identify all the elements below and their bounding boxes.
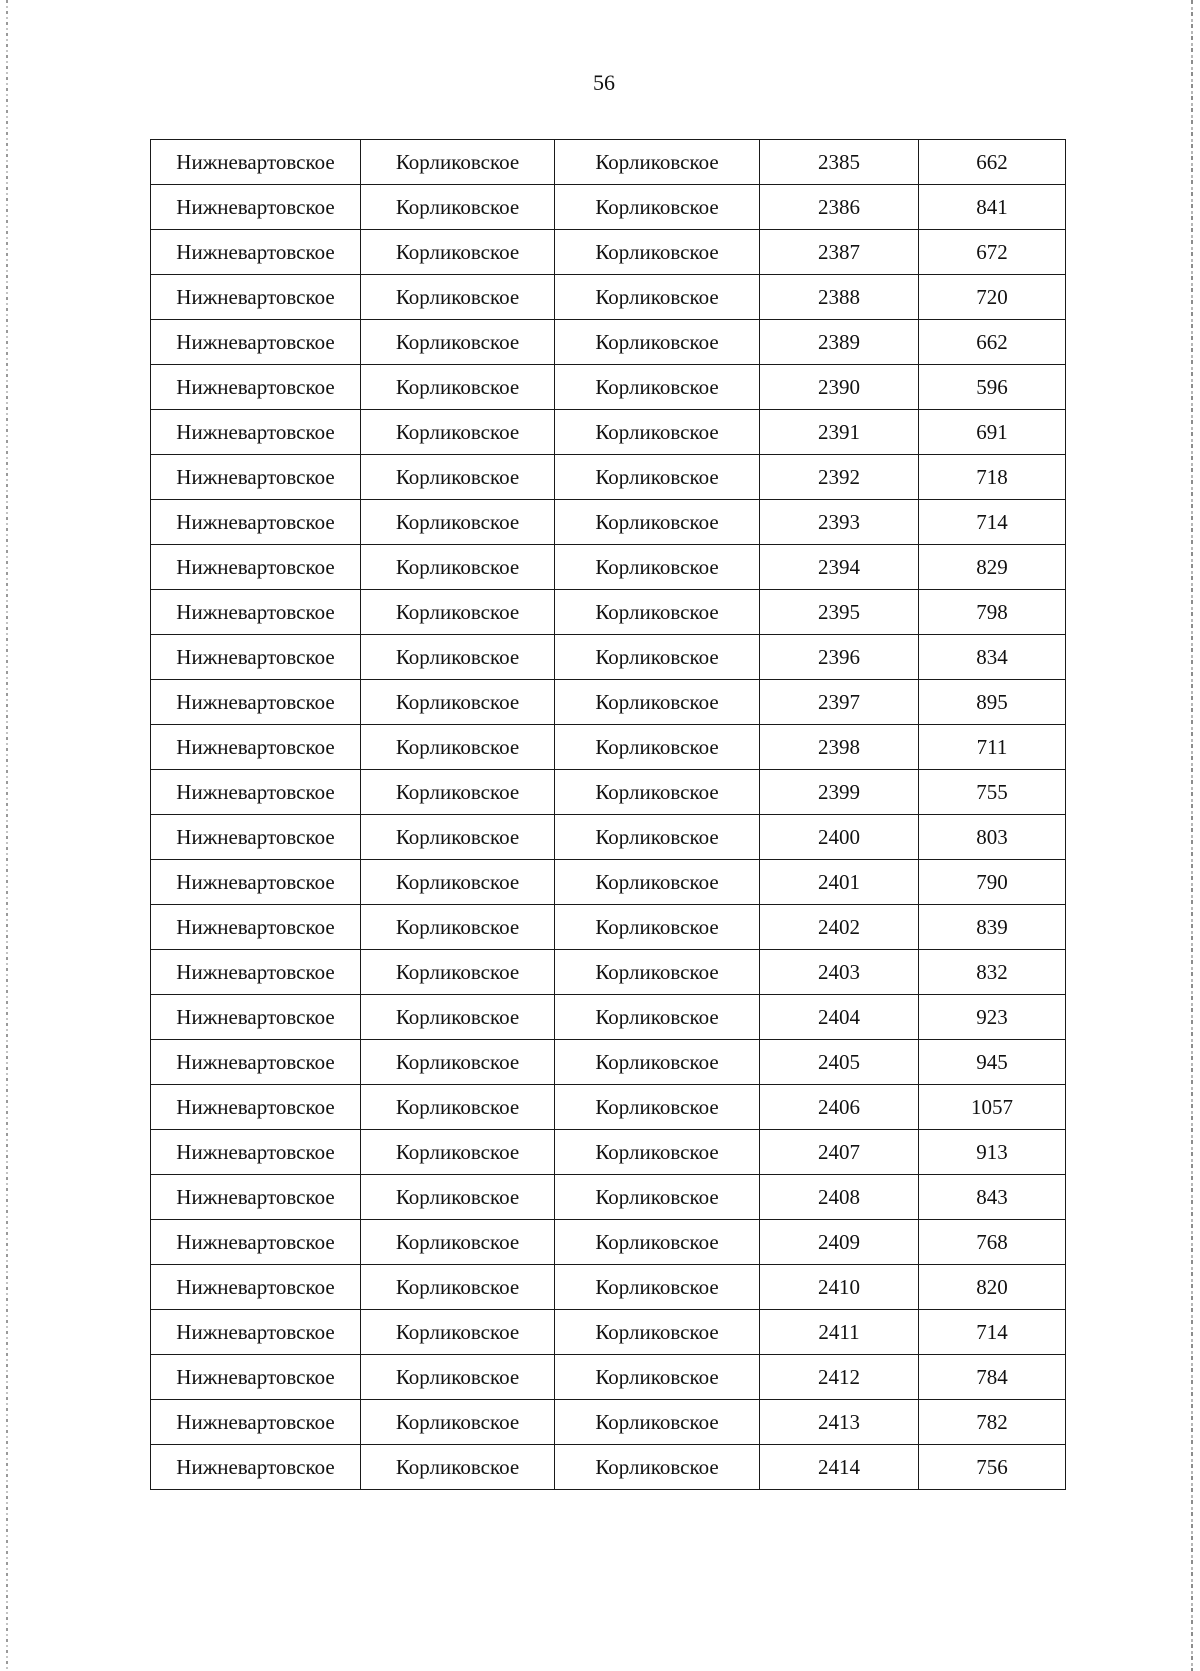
district-cell: Нижневартовское	[151, 1130, 361, 1175]
value-cell: 820	[919, 1265, 1066, 1310]
value-cell: 790	[919, 860, 1066, 905]
scan-edge-left	[6, 0, 8, 1671]
field-cell: Корликовское	[361, 995, 555, 1040]
district-cell: Нижневартовское	[151, 1400, 361, 1445]
table-row	[151, 500, 1066, 545]
deposit-cell: Корликовское	[555, 1400, 760, 1445]
value-cell: 945	[919, 1040, 1066, 1085]
value-cell: 798	[919, 590, 1066, 635]
page-number: 56	[593, 70, 615, 95]
deposit-cell: Корликовское	[555, 230, 760, 275]
value-cell: 843	[919, 1175, 1066, 1220]
number-cell: 2403	[760, 950, 919, 995]
table-row	[151, 1355, 1066, 1400]
deposit-cell: Корликовское	[555, 545, 760, 590]
table-row	[151, 635, 1066, 680]
table-row	[151, 275, 1066, 320]
table-row	[151, 320, 1066, 365]
value-cell: 672	[919, 230, 1066, 275]
value-cell: 803	[919, 815, 1066, 860]
table-row	[151, 365, 1066, 410]
value-cell: 768	[919, 1220, 1066, 1265]
value-cell: 755	[919, 770, 1066, 815]
number-cell: 2385	[760, 140, 919, 185]
value-cell: 691	[919, 410, 1066, 455]
field-cell: Корликовское	[361, 635, 555, 680]
field-cell: Корликовское	[361, 1265, 555, 1310]
table-row	[151, 905, 1066, 950]
number-cell: 2402	[760, 905, 919, 950]
number-cell: 2407	[760, 1130, 919, 1175]
number-cell: 2405	[760, 1040, 919, 1085]
field-cell: Корликовское	[361, 320, 555, 365]
district-cell: Нижневартовское	[151, 590, 361, 635]
number-cell: 2396	[760, 635, 919, 680]
table-row	[151, 230, 1066, 275]
value-cell: 923	[919, 995, 1066, 1040]
field-cell: Корликовское	[361, 770, 555, 815]
district-cell: Нижневартовское	[151, 725, 361, 770]
number-cell: 2392	[760, 455, 919, 500]
value-cell: 596	[919, 365, 1066, 410]
field-cell: Корликовское	[361, 1355, 555, 1400]
deposit-cell: Корликовское	[555, 725, 760, 770]
number-cell: 2388	[760, 275, 919, 320]
table-row	[151, 1085, 1066, 1130]
district-cell: Нижневартовское	[151, 905, 361, 950]
number-cell: 2414	[760, 1445, 919, 1490]
table-row	[151, 185, 1066, 230]
table-row	[151, 1130, 1066, 1175]
deposit-cell: Корликовское	[555, 320, 760, 365]
field-cell: Корликовское	[361, 230, 555, 275]
field-cell: Корликовское	[361, 725, 555, 770]
district-cell: Нижневартовское	[151, 545, 361, 590]
deposit-cell: Корликовское	[555, 455, 760, 500]
table-row	[151, 1310, 1066, 1355]
deposit-cell: Корликовское	[555, 770, 760, 815]
district-cell: Нижневартовское	[151, 635, 361, 680]
deposit-cell: Корликовское	[555, 860, 760, 905]
number-cell: 2413	[760, 1400, 919, 1445]
number-cell: 2408	[760, 1175, 919, 1220]
district-cell: Нижневартовское	[151, 680, 361, 725]
district-cell: Нижневартовское	[151, 1175, 361, 1220]
table-row	[151, 995, 1066, 1040]
table-row	[151, 1040, 1066, 1085]
scan-edge-right	[1191, 0, 1193, 1671]
value-cell: 662	[919, 140, 1066, 185]
number-cell: 2397	[760, 680, 919, 725]
district-cell: Нижневартовское	[151, 950, 361, 995]
district-cell: Нижневартовское	[151, 1085, 361, 1130]
district-cell: Нижневартовское	[151, 860, 361, 905]
deposit-cell: Корликовское	[555, 140, 760, 185]
field-cell: Корликовское	[361, 1445, 555, 1490]
field-cell: Корликовское	[361, 365, 555, 410]
field-cell: Корликовское	[361, 275, 555, 320]
number-cell: 2390	[760, 365, 919, 410]
number-cell: 2386	[760, 185, 919, 230]
number-cell: 2398	[760, 725, 919, 770]
field-cell: Корликовское	[361, 410, 555, 455]
field-cell: Корликовское	[361, 455, 555, 500]
field-cell: Корликовское	[361, 680, 555, 725]
value-cell: 662	[919, 320, 1066, 365]
field-cell: Корликовское	[361, 545, 555, 590]
table-row	[151, 1220, 1066, 1265]
number-cell: 2391	[760, 410, 919, 455]
number-cell: 2387	[760, 230, 919, 275]
value-cell: 841	[919, 185, 1066, 230]
number-cell: 2406	[760, 1085, 919, 1130]
deposit-cell: Корликовское	[555, 590, 760, 635]
deposit-cell: Корликовское	[555, 950, 760, 995]
district-cell: Нижневартовское	[151, 365, 361, 410]
number-cell: 2389	[760, 320, 919, 365]
deposit-cell: Корликовское	[555, 1175, 760, 1220]
table-row	[151, 1265, 1066, 1310]
district-cell: Нижневартовское	[151, 770, 361, 815]
deposit-cell: Корликовское	[555, 1085, 760, 1130]
value-cell: 714	[919, 500, 1066, 545]
district-cell: Нижневартовское	[151, 995, 361, 1040]
table-row	[151, 815, 1066, 860]
field-cell: Корликовское	[361, 500, 555, 545]
field-cell: Корликовское	[361, 1040, 555, 1085]
value-cell: 913	[919, 1130, 1066, 1175]
value-cell: 782	[919, 1400, 1066, 1445]
district-cell: Нижневартовское	[151, 275, 361, 320]
field-cell: Корликовское	[361, 1400, 555, 1445]
district-cell: Нижневартовское	[151, 230, 361, 275]
value-cell: 832	[919, 950, 1066, 995]
number-cell: 2395	[760, 590, 919, 635]
value-cell: 895	[919, 680, 1066, 725]
value-cell: 720	[919, 275, 1066, 320]
district-cell: Нижневартовское	[151, 1355, 361, 1400]
district-cell: Нижневартовское	[151, 185, 361, 230]
table-row	[151, 410, 1066, 455]
value-cell: 756	[919, 1445, 1066, 1490]
number-cell: 2401	[760, 860, 919, 905]
table-row	[151, 860, 1066, 905]
table-row	[151, 545, 1066, 590]
value-cell: 714	[919, 1310, 1066, 1355]
table-row	[151, 950, 1066, 995]
district-cell: Нижневартовское	[151, 455, 361, 500]
deposit-cell: Корликовское	[555, 1040, 760, 1085]
deposit-cell: Корликовское	[555, 365, 760, 410]
field-cell: Корликовское	[361, 950, 555, 995]
table-row	[151, 680, 1066, 725]
deposit-cell: Корликовское	[555, 1265, 760, 1310]
district-cell: Нижневартовское	[151, 1220, 361, 1265]
district-cell: Нижневартовское	[151, 1310, 361, 1355]
table-row	[151, 725, 1066, 770]
district-cell: Нижневартовское	[151, 815, 361, 860]
field-cell: Корликовское	[361, 1220, 555, 1265]
value-cell: 829	[919, 545, 1066, 590]
table-row	[151, 1175, 1066, 1220]
number-cell: 2410	[760, 1265, 919, 1310]
district-cell: Нижневартовское	[151, 140, 361, 185]
value-cell: 839	[919, 905, 1066, 950]
deposit-cell: Корликовское	[555, 185, 760, 230]
number-cell: 2394	[760, 545, 919, 590]
deposit-cell: Корликовское	[555, 275, 760, 320]
deposit-cell: Корликовское	[555, 500, 760, 545]
number-cell: 2409	[760, 1220, 919, 1265]
district-cell: Нижневартовское	[151, 1445, 361, 1490]
deposit-cell: Корликовское	[555, 680, 760, 725]
deposit-cell: Корликовское	[555, 815, 760, 860]
value-cell: 1057	[919, 1085, 1066, 1130]
deposit-cell: Корликовское	[555, 635, 760, 680]
data-table	[150, 139, 1066, 1490]
field-cell: Корликовское	[361, 815, 555, 860]
number-cell: 2400	[760, 815, 919, 860]
table-row	[151, 770, 1066, 815]
field-cell: Корликовское	[361, 1175, 555, 1220]
deposit-cell: Корликовское	[555, 1130, 760, 1175]
table-body	[151, 140, 1066, 1490]
number-cell: 2393	[760, 500, 919, 545]
deposit-cell: Корликовское	[555, 1310, 760, 1355]
deposit-cell: Корликовское	[555, 1445, 760, 1490]
field-cell: Корликовское	[361, 140, 555, 185]
deposit-cell: Корликовское	[555, 1220, 760, 1265]
field-cell: Корликовское	[361, 1130, 555, 1175]
deposit-cell: Корликовское	[555, 995, 760, 1040]
district-cell: Нижневартовское	[151, 500, 361, 545]
field-cell: Корликовское	[361, 905, 555, 950]
table-row	[151, 1445, 1066, 1490]
value-cell: 784	[919, 1355, 1066, 1400]
value-cell: 834	[919, 635, 1066, 680]
district-cell: Нижневартовское	[151, 320, 361, 365]
number-cell: 2399	[760, 770, 919, 815]
value-cell: 711	[919, 725, 1066, 770]
field-cell: Корликовское	[361, 185, 555, 230]
table-row	[151, 1400, 1066, 1445]
field-cell: Корликовское	[361, 590, 555, 635]
number-cell: 2412	[760, 1355, 919, 1400]
number-cell: 2411	[760, 1310, 919, 1355]
district-cell: Нижневартовское	[151, 1265, 361, 1310]
table-row	[151, 140, 1066, 185]
district-cell: Нижневартовское	[151, 410, 361, 455]
field-cell: Корликовское	[361, 1085, 555, 1130]
value-cell: 718	[919, 455, 1066, 500]
table-row	[151, 455, 1066, 500]
field-cell: Корликовское	[361, 1310, 555, 1355]
deposit-cell: Корликовское	[555, 1355, 760, 1400]
table-row	[151, 590, 1066, 635]
deposit-cell: Корликовское	[555, 905, 760, 950]
deposit-cell: Корликовское	[555, 410, 760, 455]
district-cell: Нижневартовское	[151, 1040, 361, 1085]
field-cell: Корликовское	[361, 860, 555, 905]
number-cell: 2404	[760, 995, 919, 1040]
